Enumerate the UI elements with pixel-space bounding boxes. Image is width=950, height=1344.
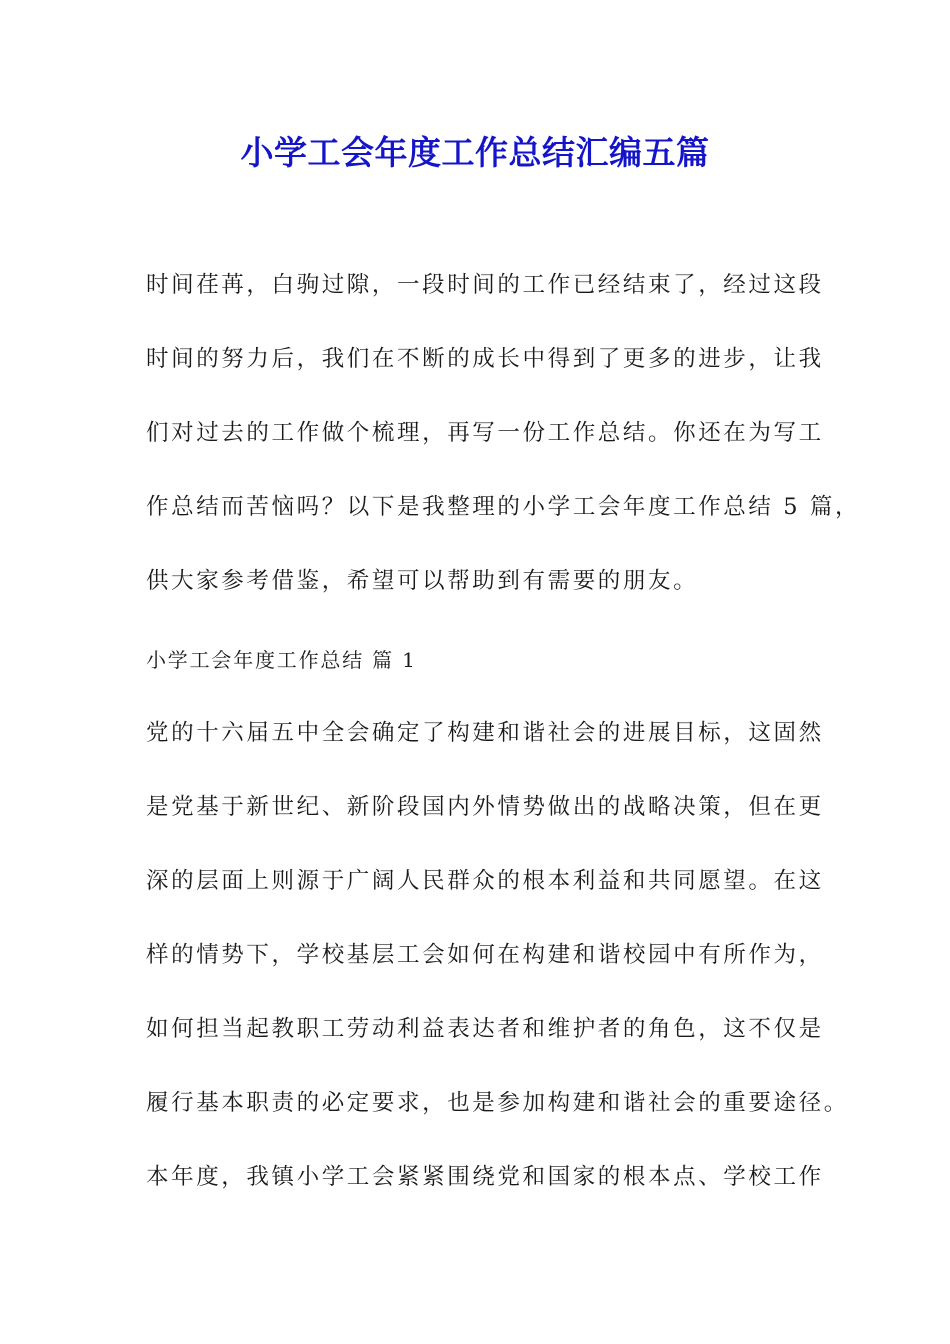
section-heading: 小学工会年度工作总结 篇 1 xyxy=(146,648,417,672)
paragraph-line: 作总结而苦恼吗？以下是我整理的小学工会年度工作总结 5 篇， xyxy=(146,494,861,520)
paragraph-line: 履行基本职责的必定要求，也是参加构建和谐社会的重要途径。 xyxy=(146,1090,849,1116)
paragraph-line: 时间的努力后，我们在不断的成长中得到了更多的进步，让我 xyxy=(146,346,824,372)
paragraph-line: 本年度，我镇小学工会紧紧围绕党和国家的根本点、学校工作 xyxy=(146,1164,824,1190)
paragraph-line: 供大家参考借鉴，希望可以帮助到有需要的朋友。 xyxy=(146,568,699,594)
paragraph-line: 是党基于新世纪、新阶段国内外情势做出的战略决策，但在更 xyxy=(146,794,824,820)
paragraph-line: 如何担当起教职工劳动利益表达者和维护者的角色，这不仅是 xyxy=(146,1016,824,1042)
paragraph-line: 们对过去的工作做个梳理，再写一份工作总结。你还在为写工 xyxy=(146,420,824,446)
paragraph-line: 党的十六届五中全会确定了构建和谐社会的进展目标，这固然 xyxy=(146,720,824,746)
paragraph-line: 样的情势下，学校基层工会如何在构建和谐校园中有所作为， xyxy=(146,942,824,968)
paragraph-line: 深的层面上则源于广阔人民群众的根本利益和共同愿望。在这 xyxy=(146,868,824,894)
paragraph-line: 时间荏苒，白驹过隙，一段时间的工作已经结束了，经过这段 xyxy=(146,272,824,298)
document-title: 小学工会年度工作总结汇编五篇 xyxy=(240,133,710,172)
